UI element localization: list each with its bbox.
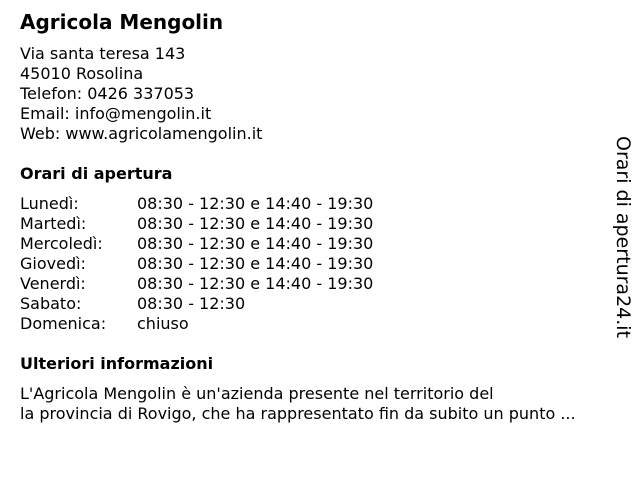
day-time: chiuso [137, 314, 189, 333]
info-text [20, 384, 620, 424]
hours-table [20, 194, 373, 334]
contact-block [20, 44, 262, 144]
day-label: Mercoledì: [20, 234, 103, 253]
day-label: Giovedì: [20, 254, 86, 273]
hours-heading: Orari di apertura [20, 164, 173, 183]
address-line: Via santa teresa 143 [20, 44, 186, 63]
day-time: 08:30 - 12:30 e 14:40 - 19:30 [137, 194, 374, 213]
day-time: 08:30 - 12:30 [137, 294, 246, 313]
phone-line: Telefon: 0426 337053 [20, 84, 195, 103]
day-label: Lunedì: [20, 194, 79, 213]
hours-row [20, 314, 373, 334]
hours-row [20, 274, 373, 294]
info-heading: Ulteriori informazioni [20, 354, 214, 373]
day-time: 08:30 - 12:30 e 14:40 - 19:30 [137, 234, 374, 253]
day-label: Sabato: [20, 294, 82, 313]
hours-row [20, 194, 373, 214]
business-name: Agricola Mengolin [20, 10, 224, 34]
web-line: Web: www.agricolamengolin.it [20, 124, 263, 143]
day-time: 08:30 - 12:30 e 14:40 - 19:30 [137, 254, 374, 273]
info-line-2: la provincia di Rovigo, che ha rappresentato fin da subito un punto ... [20, 404, 576, 423]
day-label: Domenica: [20, 314, 107, 333]
email-line: Email: info@mengolin.it [20, 104, 212, 123]
hours-row [20, 254, 373, 274]
site-watermark: Orari di apertura24.it [612, 136, 634, 339]
hours-row [20, 214, 373, 234]
info-line-1: L'Agricola Mengolin è un'azienda presente nel territorio del [20, 384, 494, 403]
day-time: 08:30 - 12:30 e 14:40 - 19:30 [137, 214, 374, 233]
day-label: Martedì: [20, 214, 87, 233]
hours-row [20, 234, 373, 254]
postal-city-line: 45010 Rosolina [20, 64, 144, 83]
day-time: 08:30 - 12:30 e 14:40 - 19:30 [137, 274, 374, 293]
day-label: Venerdì: [20, 274, 86, 293]
hours-row [20, 294, 373, 314]
